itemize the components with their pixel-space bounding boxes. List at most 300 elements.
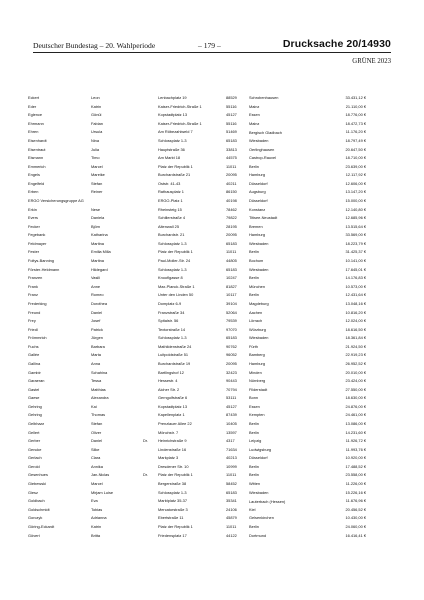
amount-cell: 11.226,00 € [345,481,366,487]
city-cell: Bonn [249,395,259,401]
postal-code-cell: 81827 [226,283,237,289]
postal-code-cell: 20095 [226,232,237,238]
city-cell: Düsseldorf [249,180,268,186]
street-cell: Kapellenplatz 1 [158,412,185,418]
amount-cell: 24.461,00 € [345,412,366,418]
last-name-cell: Goldschmidt [28,506,50,512]
last-name-cell: Franz [28,292,38,298]
city-cell: Essen [249,112,260,118]
city-cell: Düsseldorf [249,197,268,203]
title-cell [143,429,158,438]
postal-code-cell: 65183 [226,335,237,341]
city-cell: Oerlinghausen [249,146,275,152]
street-cell: Burchardstr. 21 [158,232,185,238]
city-cell: Bergisch Gladbach [249,129,282,135]
city-cell: Wiesbaden [249,489,269,495]
street-cell: Spitalstr. 56 [158,318,179,324]
amount-cell: 12.431,64 € [345,292,366,298]
street-cell: Mönchstr. 7 [158,429,179,435]
amount-cell: 10.430,00 € [345,515,366,521]
amount-cell: 18.710,00 € [345,155,366,161]
first-name-cell: Annika [91,463,103,469]
last-name-cell: Gesenhues [28,472,48,478]
last-name-cell: Engels [28,172,40,178]
street-cell: Hessestr. 4 [158,378,178,384]
last-name-cell: Gastel [28,386,40,392]
last-name-cell: Garaeran [28,378,45,384]
title-cell [143,300,158,309]
amount-cell: 17.645,01 € [345,266,366,272]
table-row [28,300,392,309]
city-cell: Dortmund [249,532,267,538]
amount-cell: 10.920,00 € [345,455,366,461]
title-cell [143,463,158,472]
amount-cell: 18.616,50 € [345,326,366,332]
street-cell: Bergerstraße 38 [158,481,187,487]
first-name-cell: Patrick [91,326,103,332]
table-row [28,214,392,223]
street-cell: ERGO-Platz 1 [158,197,183,203]
title-cell [143,103,158,112]
amount-cell: 11.676,96 € [345,498,366,504]
amount-cell: 33.431,12 € [345,95,366,101]
street-cell: Mathildenstraße 24 [158,343,192,349]
postal-code-cell: 45127 [226,112,237,118]
title-cell [143,180,158,189]
title-cell [143,377,158,386]
first-name-cell: Daniela [91,215,105,221]
street-cell: Mercatorstraße 3 [158,506,188,512]
first-name-cell: Dorothea [91,300,108,306]
postal-code-cell: 90443 [226,378,237,384]
table-row [28,497,392,506]
postal-code-cell: 65183 [226,266,237,272]
first-name-cell: Schahina [91,369,108,375]
first-name-cell: Barbara [91,343,105,349]
title-cell [143,94,158,103]
amount-cell: 20.456,52 € [345,506,366,512]
city-cell: Wiesbaden [249,335,269,341]
amount-cell: 15.226,16 € [345,489,366,495]
amount-cell: 17.488,52 € [345,463,366,469]
first-name-cell: Anne [91,283,101,289]
last-name-cell: Franzen [28,275,43,281]
city-cell: Wiesbaden [249,137,269,143]
city-cell: Lörrach [249,318,263,324]
city-cell: Kempten [249,412,265,418]
first-name-cell: Clara [91,455,101,461]
table-row [28,240,392,249]
city-cell: Berlin [249,292,259,298]
first-name-cell: Gönül [91,112,102,118]
last-name-cell: Goldbach [28,498,45,504]
postal-code-cell: 55116 [226,103,237,109]
street-cell: Schlossplatz 1-3 [158,240,187,246]
title-cell [143,111,158,120]
amount-cell: 24.060,00 € [345,523,366,529]
table-row [28,523,392,532]
amount-cell: 22.919,23 € [345,352,366,358]
city-cell: Witten [249,481,261,487]
document-number [283,38,391,50]
table-row [28,248,392,257]
amount-cell: 12.685,96 € [345,215,366,221]
postal-code-cell: 44122 [226,532,237,538]
title-cell [143,351,158,360]
street-cell: Friedensplatz 17 [158,532,187,538]
title-cell [143,489,158,498]
postal-code-cell: 52064 [226,309,237,315]
amount-cell: 10.573,00 € [345,283,366,289]
table-row [28,291,392,300]
city-cell: Mainz [249,103,260,109]
table-row [28,103,392,112]
postal-code-cell: 10405 [226,421,237,427]
amount-cell: 26.952,52 € [345,360,366,366]
postal-code-cell: 40213 [226,455,237,461]
postal-code-cell: 97070 [226,326,237,332]
last-name-cell: Foltys-Banning [28,258,54,264]
street-cell: Rathausplatz 1 [158,189,184,195]
table-row [28,317,392,326]
first-name-cell: Mareike [91,172,105,178]
street-cell: Gerngolfstraße 6 [158,395,188,401]
postal-code-cell: 65183 [226,240,237,246]
first-name-cell: Thomas [91,412,106,418]
postal-code-cell: 10999 [226,463,237,469]
postal-code-cell: 44805 [226,258,237,264]
amount-cell: 18.630,00 € [345,395,366,401]
last-name-cell: Erben [28,189,39,195]
last-name-cell: Giesz [28,489,38,495]
first-name-cell: Oliver [91,429,102,435]
city-cell: Bamberg [249,352,265,358]
title-cell [143,403,158,412]
street-cell: Marktplatz 35-37 [158,498,187,504]
amount-cell: 12.117,92 € [345,172,366,178]
postal-code-cell: 87439 [226,412,237,418]
street-cell: Schlossplatz 1-3 [158,137,187,143]
first-name-cell: Tobias [91,506,103,512]
first-name-cell: Leon [91,95,100,101]
last-name-cell: Fuchs [28,343,39,349]
table-row [28,111,392,120]
street-cell: Markplatz 3 [158,455,179,461]
table-row [28,506,392,515]
last-name-cell: Gövert [28,532,40,538]
title-cell [143,420,158,429]
city-cell: Minden [249,369,262,375]
street-cell: Ebertstraße 11 [158,515,184,521]
title-cell [143,163,158,172]
amount-cell: 23.639,00 € [345,163,366,169]
title-cell: Dr. [143,472,148,478]
table-row [28,145,392,154]
amount-cell: 13.086,00 € [345,421,366,427]
city-cell: München [249,283,266,289]
amount-cell: 18.776,00 € [345,112,366,118]
first-name-cell: Martina [91,240,104,246]
parliament-header: Deutscher Bundestag – 20. Wahlperiode [33,41,156,50]
street-cell: Burchardstraße 21 [158,172,191,178]
street-cell: Dresdener Str. 10 [158,463,189,469]
street-cell: Knooflgasse 8 [158,275,183,281]
table-row [28,308,392,317]
last-name-cell: Frederking [28,300,47,306]
title-cell [143,120,158,129]
table-row [28,283,392,292]
donations-table [28,94,392,540]
table-row [28,437,392,446]
city-cell: Berlin [249,249,259,255]
amount-cell: 18.472,73 € [345,120,366,126]
postal-code-cell: 20095 [226,172,237,178]
last-name-cell: Fegebank [28,232,46,238]
amount-cell: 14.231,60 € [345,429,366,435]
title-cell [143,231,158,240]
postal-code-cell: 90762 [226,343,237,349]
amount-cell: 18.361,84 € [345,335,366,341]
last-name-cell: Fecker [28,223,40,229]
city-cell: Filderstadt [249,386,268,392]
table-row [28,446,392,455]
postal-code-cell: 13597 [226,429,237,435]
first-name-cell: Adrianna [91,515,107,521]
table-row [28,180,392,189]
postal-code-cell: 11011 [226,163,237,169]
city-cell: Hamburg [249,232,266,238]
title-cell [143,240,158,249]
first-name-cell: Alexandra [91,395,109,401]
first-name-cell: Eva [91,498,98,504]
street-cell: Lenbachplatz 19 [158,95,187,101]
first-name-cell: Mirjam Luise [91,489,114,495]
first-name-cell: Marcel [91,481,103,487]
last-name-cell: Fester [28,249,40,255]
amount-cell: 14.176,83 € [345,275,366,281]
table-row [28,197,392,206]
amount-cell: 12.606,00 € [345,180,366,186]
title-cell [143,128,158,137]
table-row [28,154,392,163]
city-cell: Berlin [249,163,259,169]
street-cell: Kaiser-Friedrich-Straße 1 [158,103,202,109]
amount-cell: 33.569,00 € [345,232,366,238]
postal-code-cell: 65183 [226,489,237,495]
title-cell [143,137,158,146]
postal-code-cell: 32423 [226,369,237,375]
title-cell [143,274,158,283]
table-row [28,223,392,232]
header-rule [33,52,391,53]
street-cell: Platz der Republik 1 [158,163,193,169]
first-name-cell: Ursula [91,129,103,135]
title-cell [143,394,158,403]
last-name-cell: Gelbhaar [28,421,45,427]
city-cell: Mainz [249,120,260,126]
table-row [28,411,392,420]
first-name-cell: Fabian [91,120,103,126]
postal-code-cell: 11011 [226,523,237,529]
amount-cell: 11.993,76 € [345,446,366,452]
last-name-cell: Freund [28,309,41,315]
postal-code-cell: 24106 [226,506,237,512]
postal-code-cell: 45879 [226,515,237,521]
last-name-cell: Gorczyk [28,515,43,521]
last-name-cell: Eckert [28,95,40,101]
first-name-cell: Hildegard [91,266,108,272]
table-row [28,171,392,180]
postal-code-cell: 79822 [226,215,237,221]
street-cell: Platz der Republik 1 [158,523,193,529]
last-name-cell: Gerlach [28,455,42,461]
amount-cell: 11.176,20 € [345,129,366,135]
amount-cell: 21.924,50 € [345,343,366,349]
postal-code-cell: 40211 [226,180,237,186]
amount-cell: 13.147,20 € [345,189,366,195]
city-cell: Berlin [249,275,259,281]
amount-cell: 10.141,00 € [345,258,366,264]
city-cell: Essen [249,403,260,409]
title-cell [143,223,158,232]
street-cell: Schillerstraße 4 [158,215,186,221]
street-cell: Platz der Republik 1 [158,472,193,478]
city-cell: Berlin [249,472,259,478]
last-name-cell: Göring-Eckardt [28,523,55,529]
city-cell: Lauterbach (Hessen) [249,498,286,504]
street-cell: Unter den Linden 50 [158,292,194,298]
last-name-cell: Gallina [28,360,41,366]
postal-code-cell: 35341 [226,498,237,504]
first-name-cell: Vasili [91,275,101,281]
amount-cell: 18.223,79 € [345,240,366,246]
first-name-cell [91,197,143,206]
title-cell [143,343,158,352]
table-row [28,266,392,275]
title-cell [143,197,158,206]
last-name-cell: Gallée [28,352,40,358]
title-cell [143,266,158,275]
postal-code-cell: 45127 [226,403,237,409]
table-row [28,403,392,412]
last-name-cell: Eder [28,103,37,109]
first-name-cell: Daniel [91,438,103,444]
first-name-cell: Timo [91,155,100,161]
title-cell [143,317,158,326]
title-cell [143,369,158,378]
title-cell [143,386,158,395]
last-name-cell: Giebewski [28,481,46,487]
postal-code-cell: 10247 [226,275,237,281]
page-number: – 179 – [198,41,221,50]
last-name-cell: Eisentraut [28,146,46,152]
table-row [28,137,392,146]
postal-code-cell: 55116 [226,120,237,126]
city-cell: Bochum [249,258,264,264]
postal-code-cell: 86150 [226,189,237,195]
city-cell: Hamburg [249,172,266,178]
street-cell: Aicher Str. 2 [158,386,180,392]
street-cell: Kopstadtplatz 13 [158,403,187,409]
last-name-cell: Frank [28,283,38,289]
street-cell: Schlossplatz 1-3 [158,266,187,272]
last-name-cell: Eisenhardt [28,137,47,143]
amount-cell: 18.797,49 € [345,137,366,143]
table-row [28,394,392,403]
city-cell: Gelsenkirchen [249,515,274,521]
table-row [28,369,392,378]
last-name-cell: Frey [28,318,36,324]
table-row [28,489,392,498]
city-cell: Berlin [249,421,259,427]
city-cell: Konstanz [249,206,266,212]
title-cell [143,454,158,463]
city-cell: Magdeburg [249,300,269,306]
last-name-cell: Gencke [28,446,42,452]
postal-code-cell: 53111 [226,395,237,401]
table-row [28,531,392,540]
table-row [28,454,392,463]
table-row [28,514,392,523]
first-name-cell: Jürgen [91,335,103,341]
street-cell: Kaiser-Friedrich-Straße 1 [158,120,202,126]
street-cell: Oststr. 41-43 [158,180,181,186]
amount-cell: 24.876,00 € [345,403,366,409]
table-row [28,420,392,429]
title-cell [143,248,158,257]
city-cell: Düsseldorf [249,455,268,461]
street-cell: Paul-Moller-Str. 24 [158,258,191,264]
title-cell [143,531,158,540]
last-name-cell: Emmerich [28,163,46,169]
amount-cell: 31.425,37 € [345,249,366,255]
table-row [28,351,392,360]
title-cell [143,283,158,292]
amount-cell: 15.000,00 € [345,197,366,203]
amount-cell: 10.816,20 € [345,309,366,315]
table-row [28,377,392,386]
first-name-cell: Romeo [91,292,104,298]
postal-code-cell: 11011 [226,249,237,255]
amount-cell: 11.926,72 € [345,438,366,444]
last-name-cell: Gaese [28,395,40,401]
last-name-cell: ERGO Versicherungsgruppe AG [28,197,84,203]
street-cell: Kopstadtplatz 13 [158,112,187,118]
amount-cell: 12.024,00 € [345,318,366,324]
last-name-cell: Evers [28,215,38,221]
last-name-cell: Gerber [28,438,41,444]
city-cell: Augsburg [249,189,266,195]
title-cell [143,480,158,489]
first-name-cell: Stefan [91,421,103,427]
first-name-cell: Stefan [91,180,103,186]
table-row [28,231,392,240]
city-cell: Fürth [249,343,259,349]
city-cell: Würzburg [249,326,266,332]
donations-table-body [28,94,392,540]
title-cell [143,411,158,420]
title-cell [143,154,158,163]
postal-code-cell: 78462 [226,206,237,212]
street-cell: Lindenstraße 16 [158,446,187,452]
title-cell [143,497,158,506]
first-name-cell: Jan-Niclas [91,472,110,478]
postal-code-cell: 11011 [226,472,237,478]
table-row [28,163,392,172]
table-row [28,206,392,215]
last-name-cell: Gerold [28,463,40,469]
city-cell: Kiel [249,506,256,512]
